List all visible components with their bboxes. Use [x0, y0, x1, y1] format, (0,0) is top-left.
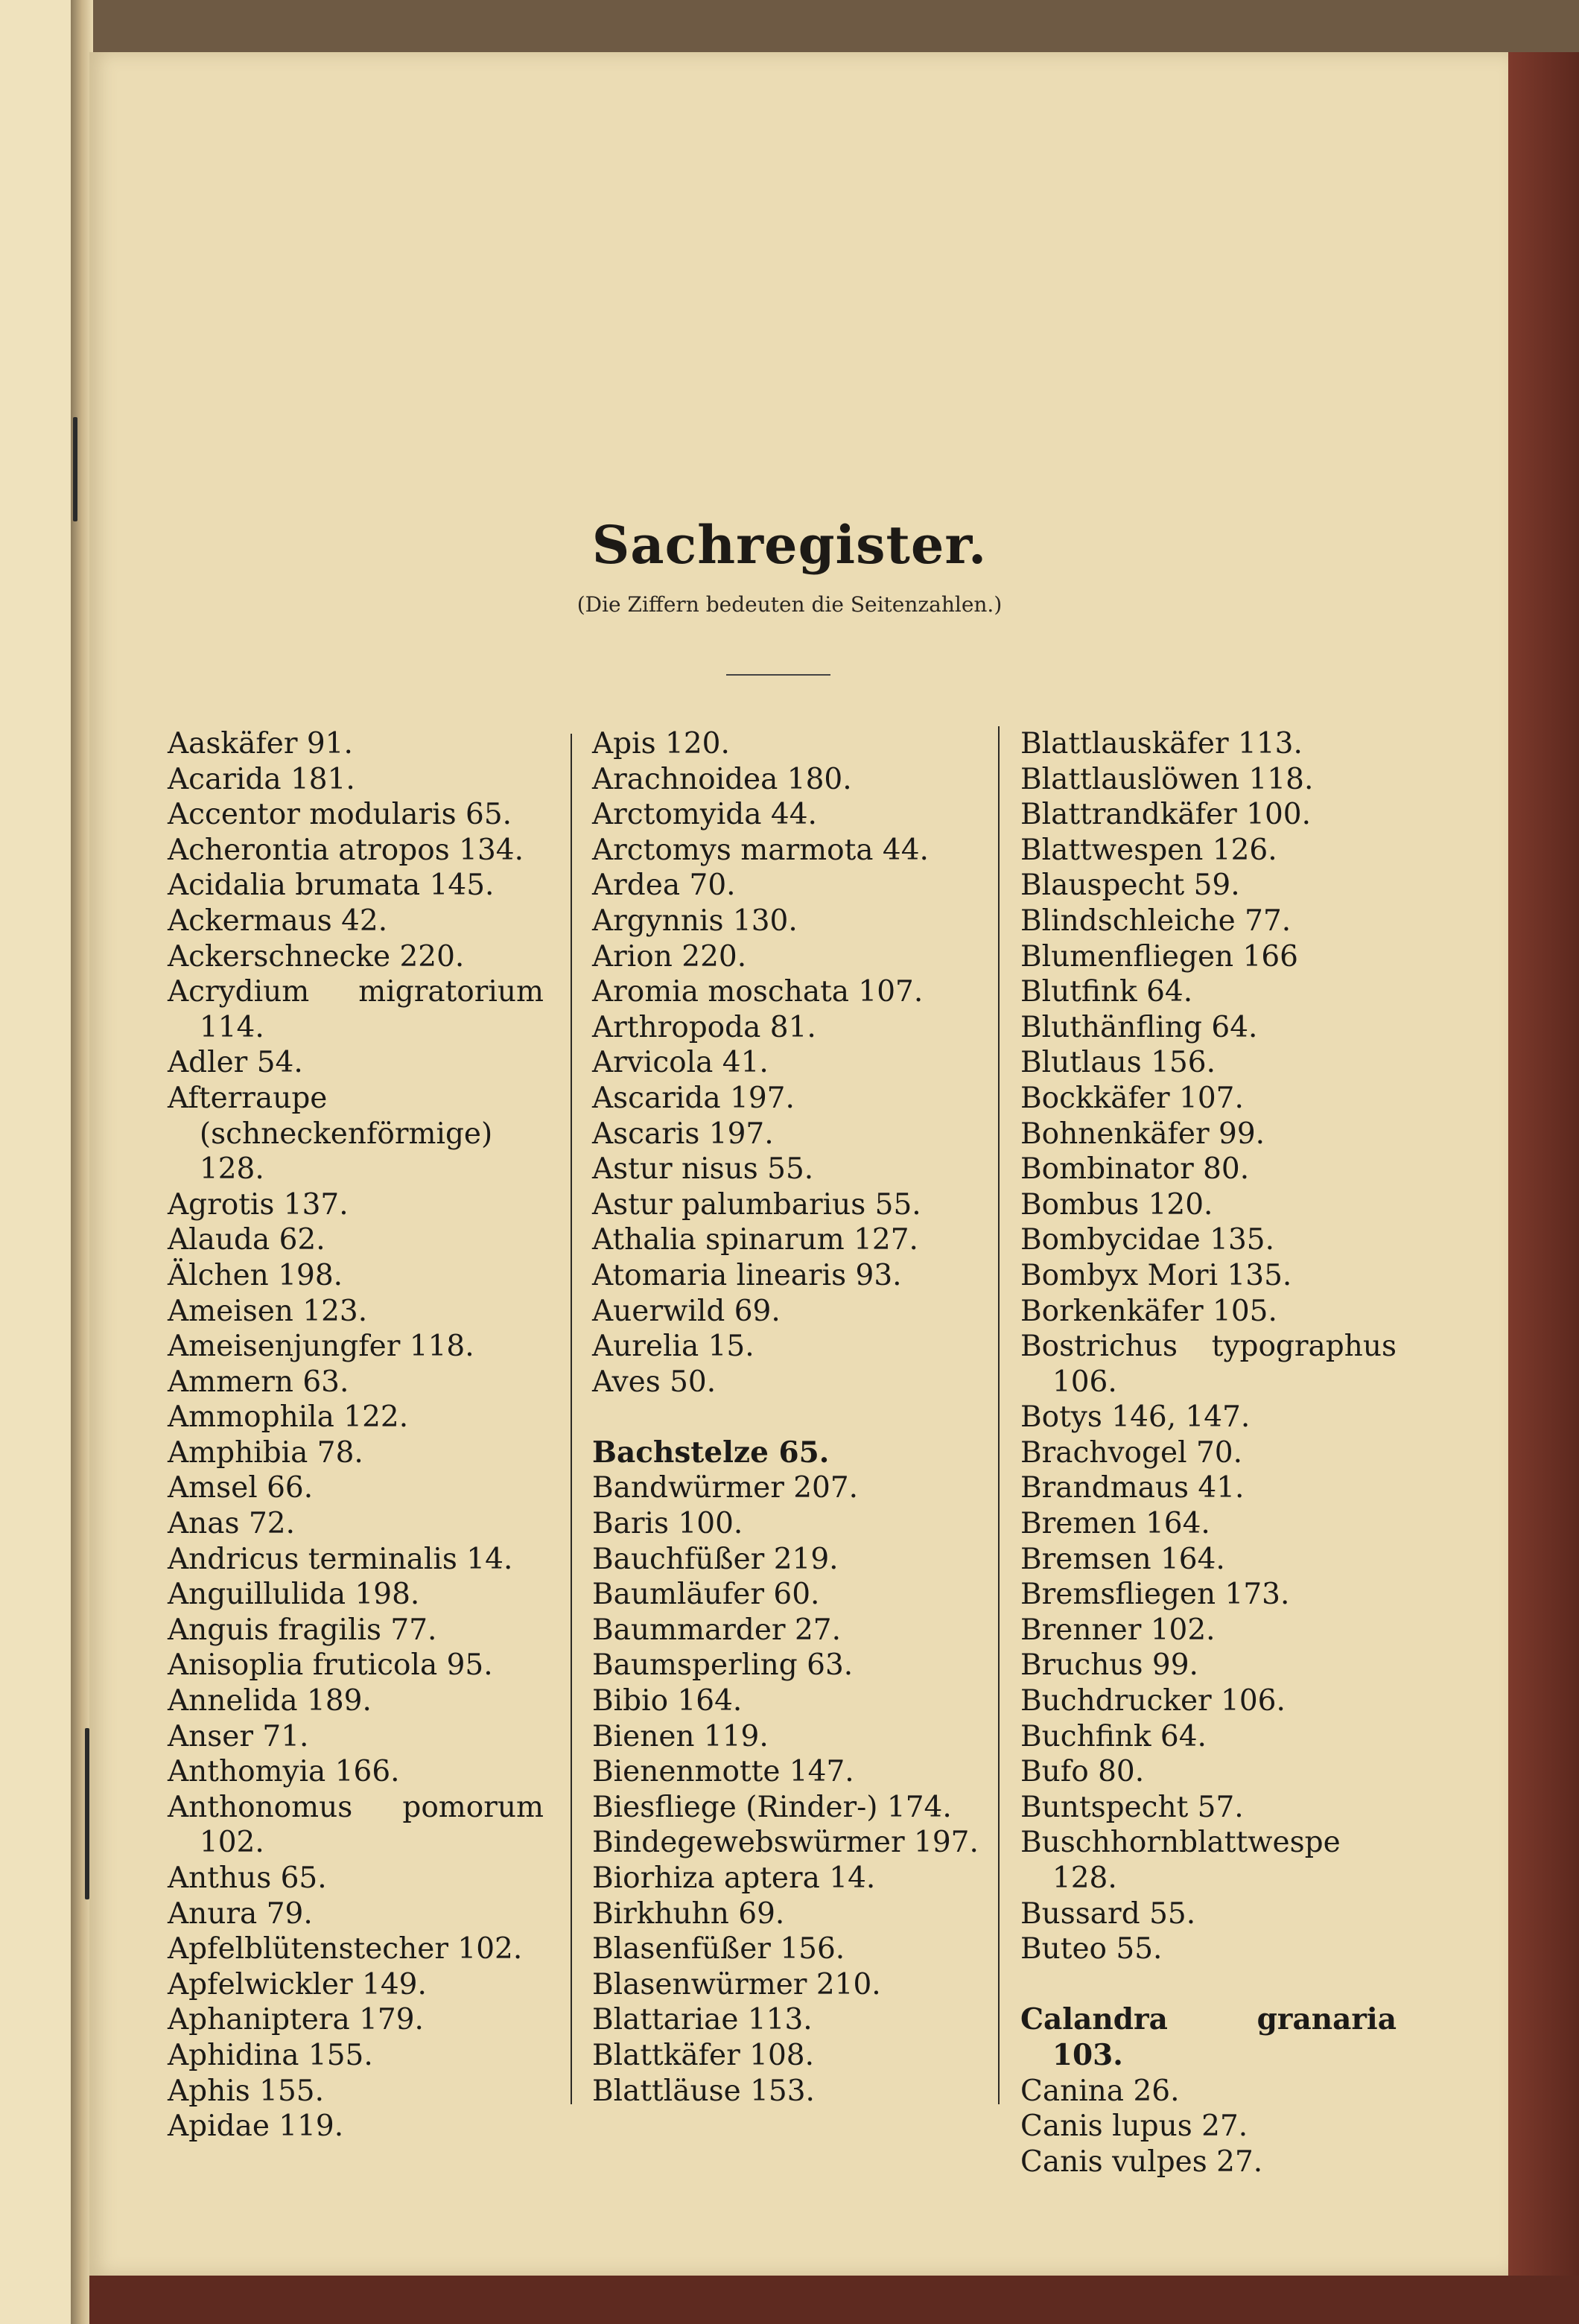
- index-entry: Bostrichus typographus 106.: [1020, 1330, 1397, 1399]
- index-entry: Arctomys marmota 44.: [592, 833, 929, 867]
- index-entry: Athalia spinarum 127.: [592, 1223, 918, 1257]
- index-entry: Acherontia atropos 134.: [168, 833, 524, 867]
- index-entry: Anas 72.: [168, 1507, 295, 1541]
- index-entry: Brenner 102.: [1020, 1613, 1216, 1647]
- index-entry: Bremen 164.: [1020, 1507, 1210, 1541]
- index-entry: Brandmaus 41.: [1020, 1471, 1245, 1505]
- index-entry: Ackerschnecke 220.: [168, 939, 465, 974]
- index-entry: Atomaria linearis 93.: [592, 1258, 902, 1292]
- index-entry: Ameisen 123.: [168, 1294, 368, 1328]
- index-entry: Älchen 198.: [168, 1258, 343, 1292]
- index-entry: Blattlauskäfer 113.: [1020, 727, 1303, 761]
- index-entry: Blutlaus 156.: [1020, 1046, 1216, 1080]
- index-entry: Buschhornblattwespe 128.: [1020, 1826, 1341, 1895]
- index-entry: Buchdrucker 106.: [1020, 1684, 1286, 1718]
- index-entry: Anthonomus pomorum 102.: [168, 1790, 544, 1860]
- index-entry: Blattwespen 126.: [1020, 833, 1277, 867]
- index-entry: Acidalia brumata 145.: [168, 869, 495, 903]
- index-entry: Apfelwickler 149.: [168, 1967, 427, 2001]
- index-entry: Bienenmotte 147.: [592, 1755, 854, 1789]
- index-entry: Bienen 119.: [592, 1719, 769, 1753]
- index-entry: Canis lupus 27.: [1020, 2109, 1248, 2144]
- index-entry: Bremsfliegen 173.: [1020, 1578, 1290, 1612]
- index-entry: Blattrandkäfer 100.: [1020, 798, 1311, 832]
- index-entry: Bockkäfer 107.: [1020, 1081, 1244, 1115]
- index-column-3: [1020, 726, 1397, 2179]
- index-entry: Arctomyida 44.: [592, 798, 817, 832]
- index-entry: Acrydium migratorium 114.: [168, 975, 544, 1044]
- index-entry: Agrotis 137.: [168, 1187, 349, 1222]
- index-entry: Baumläufer 60.: [592, 1578, 820, 1612]
- index-entry: Amphibia 78.: [168, 1435, 363, 1470]
- index-entry: Aphis 155.: [168, 2074, 324, 2108]
- index-entry: Buteo 55.: [1020, 1932, 1163, 1966]
- index-entry: Apis 120.: [592, 727, 730, 761]
- index-entry: Buntspecht 57.: [1020, 1790, 1244, 1824]
- index-entry: Baumsperling 63.: [592, 1648, 854, 1683]
- book-cover-edge: [1508, 52, 1579, 2276]
- index-entry: Bufo 80.: [1020, 1755, 1145, 1789]
- index-column-1: [168, 726, 544, 2144]
- facing-page-edge: [0, 0, 74, 2324]
- index-entry: Anura 79.: [168, 1896, 313, 1931]
- index-entry: Blasenfüßer 156.: [592, 1932, 845, 1966]
- page-subtitle: (Die Ziffern bedeuten die Seitenzahlen.): [576, 592, 1003, 617]
- index-entry: Anisoplia fruticola 95.: [168, 1648, 493, 1683]
- book-cover-bottom: [89, 2276, 1579, 2324]
- index-entry: Bandwürmer 207.: [592, 1471, 859, 1505]
- index-entry: Aphidina 155.: [168, 2038, 373, 2072]
- index-entry: Adler 54.: [168, 1046, 303, 1080]
- index-entry: Bindegewebswürmer 197.: [592, 1826, 979, 1860]
- index-entry: Arachnoidea 180.: [592, 762, 852, 796]
- index-entry: Bombyx Mori 135.: [1020, 1258, 1292, 1292]
- index-entry: Bibio 164.: [592, 1684, 743, 1718]
- column-divider: [998, 726, 1000, 2104]
- index-entry: Apidae 119.: [168, 2109, 344, 2144]
- index-entry: Arion 220.: [592, 939, 747, 974]
- index-entry: Bombus 120.: [1020, 1187, 1213, 1222]
- index-entry: Aaskäfer 91.: [168, 727, 353, 761]
- binding-thread-mark: [73, 417, 77, 521]
- index-entry: Biesfliege (Rinder-) 174.: [592, 1790, 952, 1824]
- index-entry: Blattläuse 153.: [592, 2074, 815, 2108]
- index-entry: Ascaris 197.: [592, 1117, 774, 1151]
- index-column-2: [592, 726, 979, 2109]
- index-entry: Ascarida 197.: [592, 1081, 795, 1115]
- index-entry: Brachvogel 70.: [1020, 1435, 1242, 1470]
- index-entry: Accentor modularis 65.: [168, 798, 512, 832]
- index-entry: Andricus terminalis 14.: [168, 1542, 513, 1576]
- index-entry: Annelida 189.: [168, 1684, 372, 1718]
- section-gap: [592, 1400, 979, 1435]
- index-entry: Apfelblütenstecher 102.: [168, 1932, 523, 1966]
- index-entry: Blattkäfer 108.: [592, 2038, 815, 2072]
- index-entry: Amsel 66.: [168, 1471, 314, 1505]
- index-entry: Biorhiza aptera 14.: [592, 1861, 876, 1895]
- index-entry: Arthropoda 81.: [592, 1010, 816, 1044]
- index-entry: Bussard 55.: [1020, 1896, 1196, 1931]
- index-entry: Astur nisus 55.: [592, 1152, 814, 1187]
- column-divider: [571, 734, 572, 2104]
- index-entry: Anthus 65.: [168, 1861, 327, 1895]
- index-entry: Ameisenjungfer 118.: [168, 1330, 474, 1364]
- index-entry: Anguis fragilis 77.: [168, 1613, 437, 1647]
- index-entry: Bauchfüßer 219.: [592, 1542, 839, 1576]
- index-entry: Aves 50.: [592, 1365, 717, 1399]
- index-entry: Borkenkäfer 105.: [1020, 1294, 1277, 1328]
- index-entry: Aphaniptera 179.: [168, 2003, 424, 2037]
- index-entry: Canis vulpes 27.: [1020, 2144, 1263, 2179]
- index-entry: Blauspecht 59.: [1020, 869, 1240, 903]
- index-entry: Bruchus 99.: [1020, 1648, 1198, 1683]
- index-entry: Calandra granaria 103.: [1020, 2002, 1397, 2072]
- index-entry: Blasenwürmer 210.: [592, 1967, 881, 2001]
- index-entry: Buchfink 64.: [1020, 1719, 1207, 1753]
- index-entry: Blattlauslöwen 118.: [1020, 762, 1314, 796]
- index-entry: Bremsen 164.: [1020, 1542, 1225, 1576]
- index-entry: Bombinator 80.: [1020, 1152, 1250, 1187]
- index-entry: Baris 100.: [592, 1507, 743, 1541]
- index-entry: Blutfink 64.: [1020, 975, 1193, 1009]
- index-entry: Blumenfliegen 166: [1020, 939, 1298, 974]
- section-gap: [1020, 1967, 1397, 2003]
- index-entry: Anser 71.: [168, 1719, 309, 1753]
- index-entry: Bombycidae 135.: [1020, 1223, 1274, 1257]
- index-entry: Anguillulida 198.: [168, 1578, 420, 1612]
- index-entry: Arvicola 41.: [592, 1046, 769, 1080]
- index-entry: Afterraupe (schneckenförmige) 128.: [168, 1081, 493, 1187]
- index-entry: Astur palumbarius 55.: [592, 1187, 921, 1222]
- index-entry: Alauda 62.: [168, 1223, 325, 1257]
- page-title: Sachregister.: [591, 514, 988, 576]
- index-entry: Acarida 181.: [168, 762, 355, 796]
- index-entry: Anthomyia 166.: [168, 1755, 400, 1789]
- index-entry: Bachstelze 65.: [592, 1435, 830, 1470]
- index-entry: Blindschleiche 77.: [1020, 904, 1292, 938]
- index-entry: Canina 26.: [1020, 2074, 1180, 2108]
- index-entry: Blattariae 113.: [592, 2003, 813, 2037]
- index-entry: Botys 146, 147.: [1020, 1400, 1251, 1435]
- index-entry: Ammern 63.: [168, 1365, 349, 1399]
- index-entry: Auerwild 69.: [592, 1294, 781, 1328]
- index-entry: Bluthänfling 64.: [1020, 1010, 1258, 1044]
- index-entry: Ammophila 122.: [168, 1400, 409, 1435]
- index-entry: Aurelia 15.: [592, 1330, 754, 1364]
- index-entry: Ardea 70.: [592, 869, 736, 903]
- index-entry: Argynnis 130.: [592, 904, 798, 938]
- index-entry: Baummarder 27.: [592, 1613, 841, 1647]
- index-entry: Birkhuhn 69.: [592, 1896, 785, 1931]
- index-entry: Aromia moschata 107.: [592, 975, 924, 1009]
- index-entry: Bohnenkäfer 99.: [1020, 1117, 1265, 1151]
- index-entry: Ackermaus 42.: [168, 904, 388, 938]
- title-divider: [726, 674, 830, 676]
